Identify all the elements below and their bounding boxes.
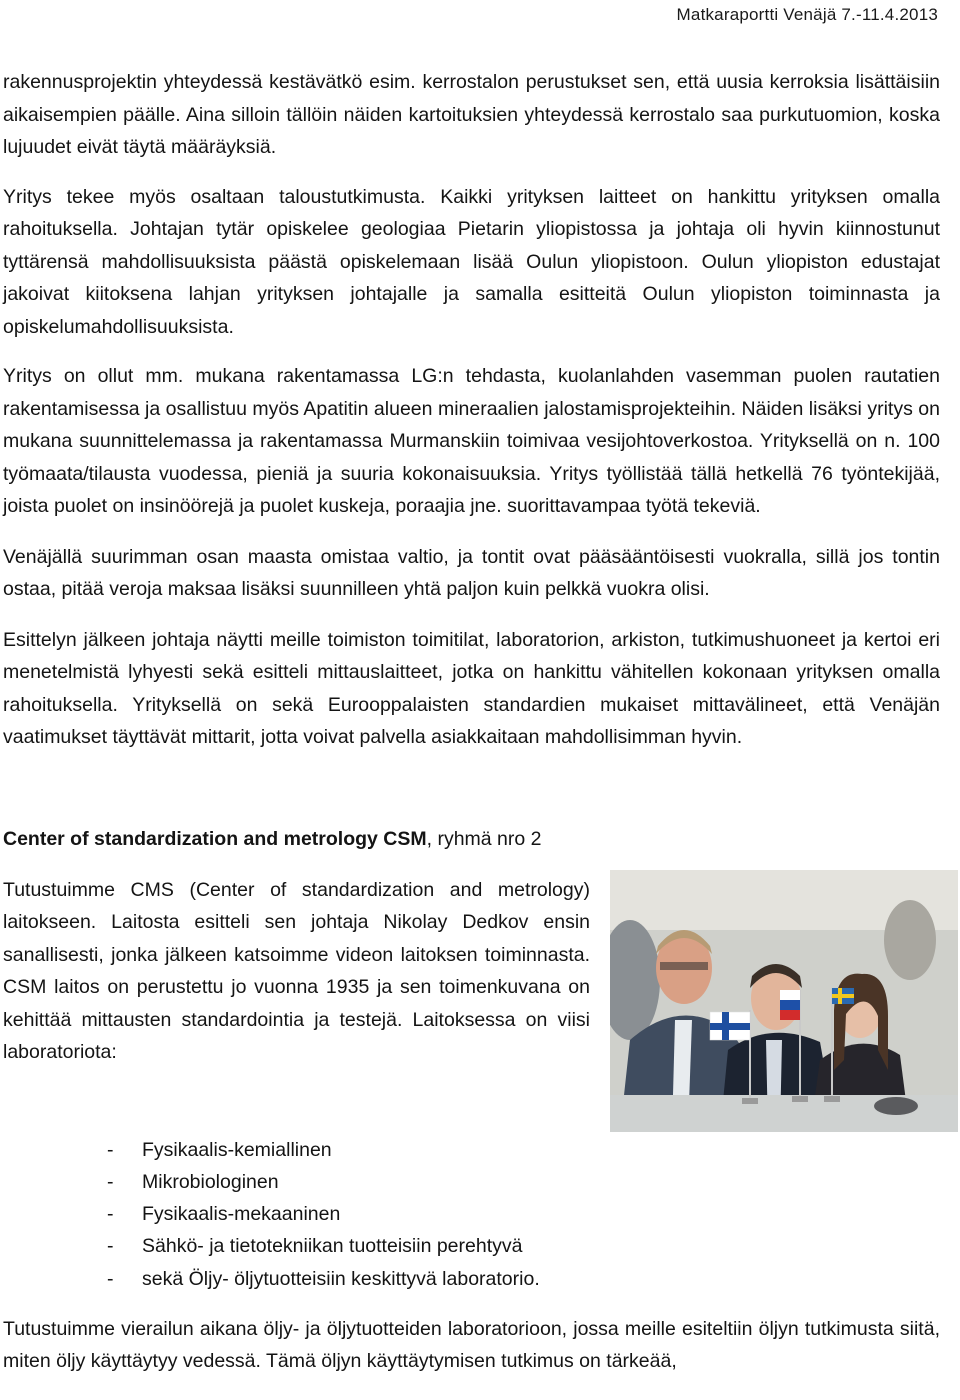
paragraph-3: Yritys on ollut mm. mukana rakentamassa LG:n tehdasta, kuolanlahden vasemman puolen rautatien rakentamisessa ja osallistuu myös Apatitin alueen mineraalien jalostamisprojekteihin. Näiden lisäksi yritys on mukana suunnittelemassa ja rakentamassa Murmanskiin toimivaa vesijohtoverkostoa. Yrityksellä on n. 100 työmaata/tilausta vuodessa, pieniä ja suuria kokonaisuuksia. Yritys työllistää tällä hetkellä 76 työntekijää, joista puolet on insinöörejä ja puolet kuskeja, poraajia jne. suorittavampaa työtä tekeviä. — [3, 365, 940, 517]
section-heading — [3, 824, 940, 854]
section-heading-rest: , ryhmä nro 2 — [426, 827, 542, 850]
list-bullet: - — [107, 1170, 114, 1193]
list-item: - Mikrobiologinen — [3, 1166, 940, 1198]
page-header: Matkaraportti Venäjä 7.-11.4.2013 — [676, 5, 938, 24]
list-bullet: - — [107, 1138, 114, 1161]
document-body — [3, 66, 940, 1378]
list-item: - Fysikaalis-mekaaninen — [3, 1198, 940, 1230]
paragraph-1: rakennusprojektin yhteydessä kestävätkö esim. kerrostalon perustukset sen, että uusia kerroksia lisättäisiin aikaisempien päälle. Aina silloin tällöin näiden kartoituksien yhteydessä kerrostalo saa purkutuomion, koska lujuudet eivät täytä määräyksiä. — [3, 71, 940, 158]
list-bullet: - — [107, 1203, 114, 1226]
list-bullet: - — [107, 1235, 114, 1258]
closing-paragraph: Tutustuimme vierailun aikana öljy- ja öljytuotteiden laboratorioon, jossa meille esiteltiin öljyn tutkimusta siitä, miten öljy käyttäytyy vedessä. Tämä öljyn käyttäytymisen tutkimus on tärkeää, — [3, 1317, 940, 1373]
paragraph-4: Venäjällä suurimman osan maasta omistaa valtio, ja tontit ovat pääsääntöisesti vuokralla, sillä jos tontin ostaa, pitää veroja maksaa lisäksi suunnilleen yhtä paljon kuin pelkkä vuokra olisi. — [3, 545, 940, 600]
section-heading-bold: Center of standardization and metrology CSM — [3, 827, 427, 850]
group-photo — [610, 870, 958, 1132]
list-item: - Sähkö- ja tietotekniikan tuotteisiin perehtyvä — [3, 1230, 940, 1262]
lab-list — [3, 1134, 940, 1295]
list-item: - sekä Öljy- öljytuotteisiin keskittyvä laboratorio. — [3, 1263, 940, 1295]
list-bullet: - — [107, 1267, 114, 1290]
paragraph-2: Yritys tekee myös osaltaan taloustutkimusta. Kaikki yrityksen laitteet on hankittu yrityksen omalla rahoituksella. Johtajan tytär opiskelee geologiaa Pietarin yliopistossa ja johtaja oli hyvin kiinnostunut tyttärensä mahdollisuuksista päästä opiskelemaan lisää Oulun yliopistoon. Oulun yliopiston edustajat jakoivat kiitoksena lahjan yrityksen johtajalle ja samalla esitteitä Oulun yliopiston toiminnasta ja opiskelumahdollisuuksista. — [3, 185, 940, 338]
paragraph-5: Esittelyn jälkeen johtaja näytti meille toimiston toimitilat, laboratorion, arkiston, tutkimushuoneet ja kertoi eri menetelmistä lyhyesti sekä esitteli mittauslaitteet, jotka on hankittu vähitellen kokonaan yrityksen omalla rahoituksella. Yrityksellä on sekä Eurooppalaisten standardien mukaiset mittavälineet, että Venäjän vaatimukset täyttävät mittarit, jotta voivat palvella asiakkaitaan mahdollisimman hyvin. — [3, 628, 940, 748]
section-intro: Tutustuimme CMS (Center of standardization and metrology) laitokseen. Laitosta esitteli sen johtaja Nikolay Dedkov ensin sanallisesti, jonka jälkeen katsoimme videon laitoksen toiminnasta. CSM laitos on perustettu jo vuonna 1935 ja sen toimenkuvana on kehittää mittausten standardointia ja testejä. Laitoksessa on viisi laboratoriota: — [3, 878, 590, 1063]
intro-with-photo — [3, 874, 955, 1132]
list-item: - Fysikaalis-kemiallinen — [3, 1134, 940, 1166]
